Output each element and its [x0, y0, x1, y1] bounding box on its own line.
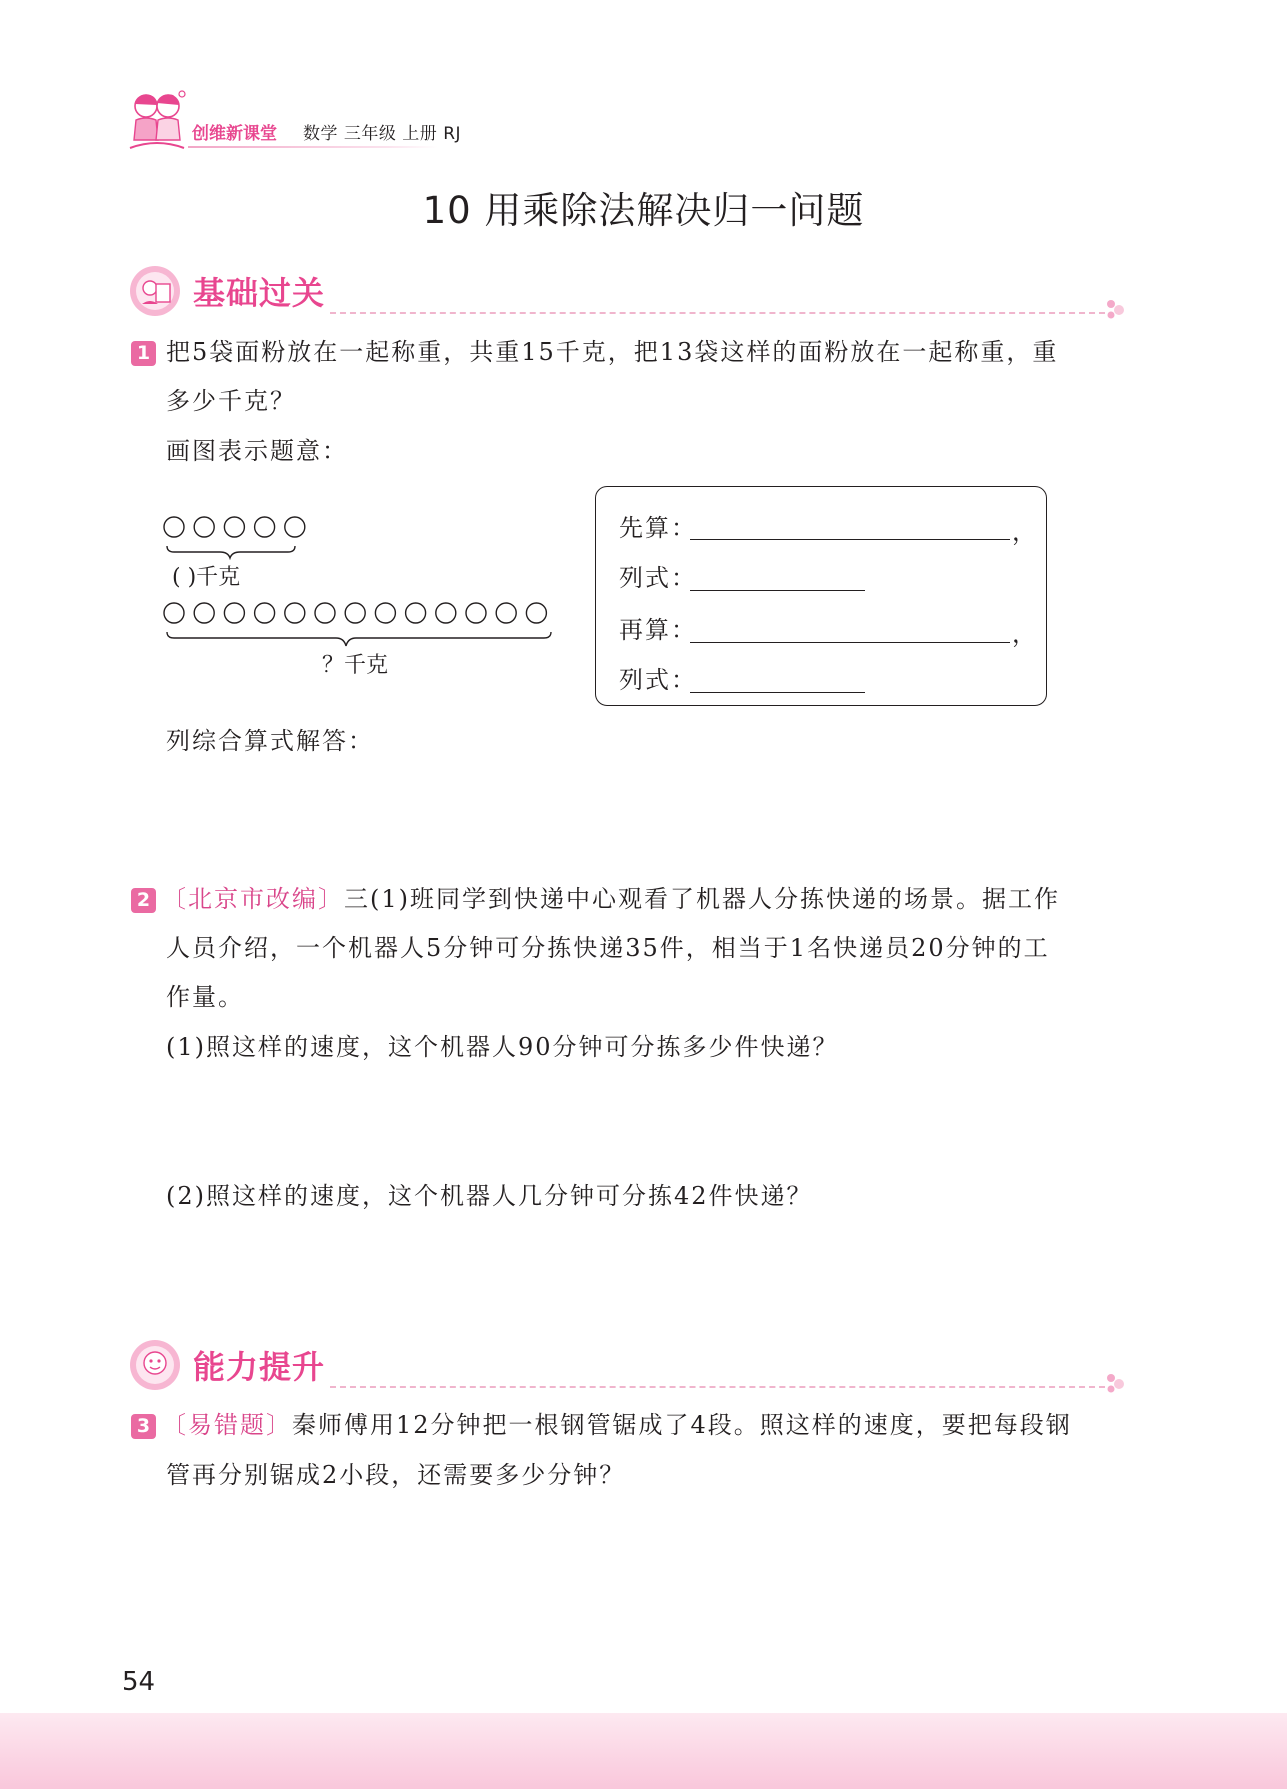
- question-2-part1: (1)照这样的速度，这个机器人90分钟可分拣多少件快递？: [166, 1033, 839, 1061]
- formula1-label: 列式：: [619, 564, 697, 592]
- question-1-line2: 多少千克？: [166, 387, 296, 415]
- flour-bag-circle: [224, 603, 244, 623]
- flour-bag-circle: [164, 517, 184, 537]
- flour-bag-circle: [375, 603, 395, 623]
- question-3-badge: 3: [131, 1414, 156, 1439]
- draw-prompt: 画图表示题意：: [166, 437, 348, 465]
- book-info: 数学 三年级 上册 RJ: [303, 124, 462, 144]
- flour-bag-circle: [285, 603, 305, 623]
- bottom-circle-row: [164, 603, 546, 623]
- footer-band: [0, 1713, 1287, 1789]
- brand-name: 创维新课堂: [192, 124, 277, 144]
- flour-bag-circle: [194, 517, 214, 537]
- header-underline: [188, 146, 438, 148]
- flour-bag-circle: [224, 517, 244, 537]
- question-3-line2: 管再分别锯成2小段，还需要多少分钟？: [166, 1461, 626, 1489]
- question-3-tag: 〔易错题〕: [162, 1411, 292, 1439]
- question-2-badge: 2: [131, 888, 156, 913]
- question-3-line1: [162, 1410, 1072, 1440]
- decor-dots-icon: [1105, 298, 1131, 320]
- flour-bag-circle: [496, 603, 516, 623]
- flour-bag-circle: [436, 603, 456, 623]
- top-circle-row: [164, 517, 305, 537]
- question-2-line1-text: 三(1)班同学到快递中心观看了机器人分拣快递的场景。据工作: [344, 885, 1060, 913]
- question-2-part2: (2)照这样的速度，这个机器人几分钟可分拣42件快递？: [166, 1182, 813, 1210]
- section-basic-title: 基础过关: [193, 274, 326, 312]
- first-calc-comma: ，: [1012, 518, 1038, 546]
- section-basic-divider: [330, 312, 1105, 314]
- flour-bag-circle: [315, 603, 335, 623]
- bottom-brace: [167, 632, 551, 646]
- page-number: 54: [122, 1667, 156, 1697]
- section-advanced-icon: [128, 1338, 182, 1392]
- top-weight-label: ( )千克: [172, 565, 241, 590]
- then-calc-comma: ，: [1012, 620, 1038, 648]
- formula2-label: 列式：: [619, 666, 697, 694]
- first-calc-blank[interactable]: [690, 539, 1010, 540]
- flour-bag-circle: [466, 603, 486, 623]
- question-2-line2: 人员介绍，一个机器人5分钟可分拣快递35件，相当于1名快递员20分钟的工: [166, 934, 1050, 962]
- flour-bag-circle: [255, 603, 275, 623]
- top-brace: [167, 546, 295, 558]
- decor-dots-icon: [1105, 1372, 1131, 1394]
- flour-bag-circle: [255, 517, 275, 537]
- question-3-line1-text: 秦师傅用12分钟把一根钢管锯成了4段。照这样的速度，要把每段钢: [292, 1411, 1072, 1439]
- kids-logo-icon: [126, 88, 188, 154]
- formula2-blank[interactable]: [690, 692, 865, 693]
- question-1-badge: 1: [131, 341, 156, 366]
- question-2-line1: [162, 884, 1060, 914]
- flour-bag-circle: [526, 603, 546, 623]
- section-advanced-title: 能力提升: [193, 1348, 326, 1386]
- formula1-blank[interactable]: [690, 590, 865, 591]
- flour-bag-circle: [345, 603, 365, 623]
- page-title: 10 用乘除法解决归一问题: [422, 189, 865, 232]
- first-calc-label: 先算：: [619, 514, 697, 542]
- flour-bag-circle: [406, 603, 426, 623]
- bottom-weight-label: ？千克: [322, 653, 389, 678]
- question-2-line3: 作量。: [166, 983, 244, 1011]
- section-advanced-divider: [330, 1386, 1105, 1388]
- flour-bag-circle: [164, 603, 184, 623]
- flour-bag-circle: [285, 517, 305, 537]
- combined-formula-prompt: 列综合算式解答：: [166, 727, 374, 755]
- flour-bag-circle: [194, 603, 214, 623]
- then-calc-blank[interactable]: [690, 642, 1010, 643]
- question-1-line1: 把5袋面粉放在一起称重，共重15千克，把13袋这样的面粉放在一起称重，重: [166, 338, 1059, 366]
- question-2-tag: 〔北京市改编〕: [162, 885, 344, 913]
- section-basic-icon: [128, 264, 182, 318]
- then-calc-label: 再算：: [619, 616, 697, 644]
